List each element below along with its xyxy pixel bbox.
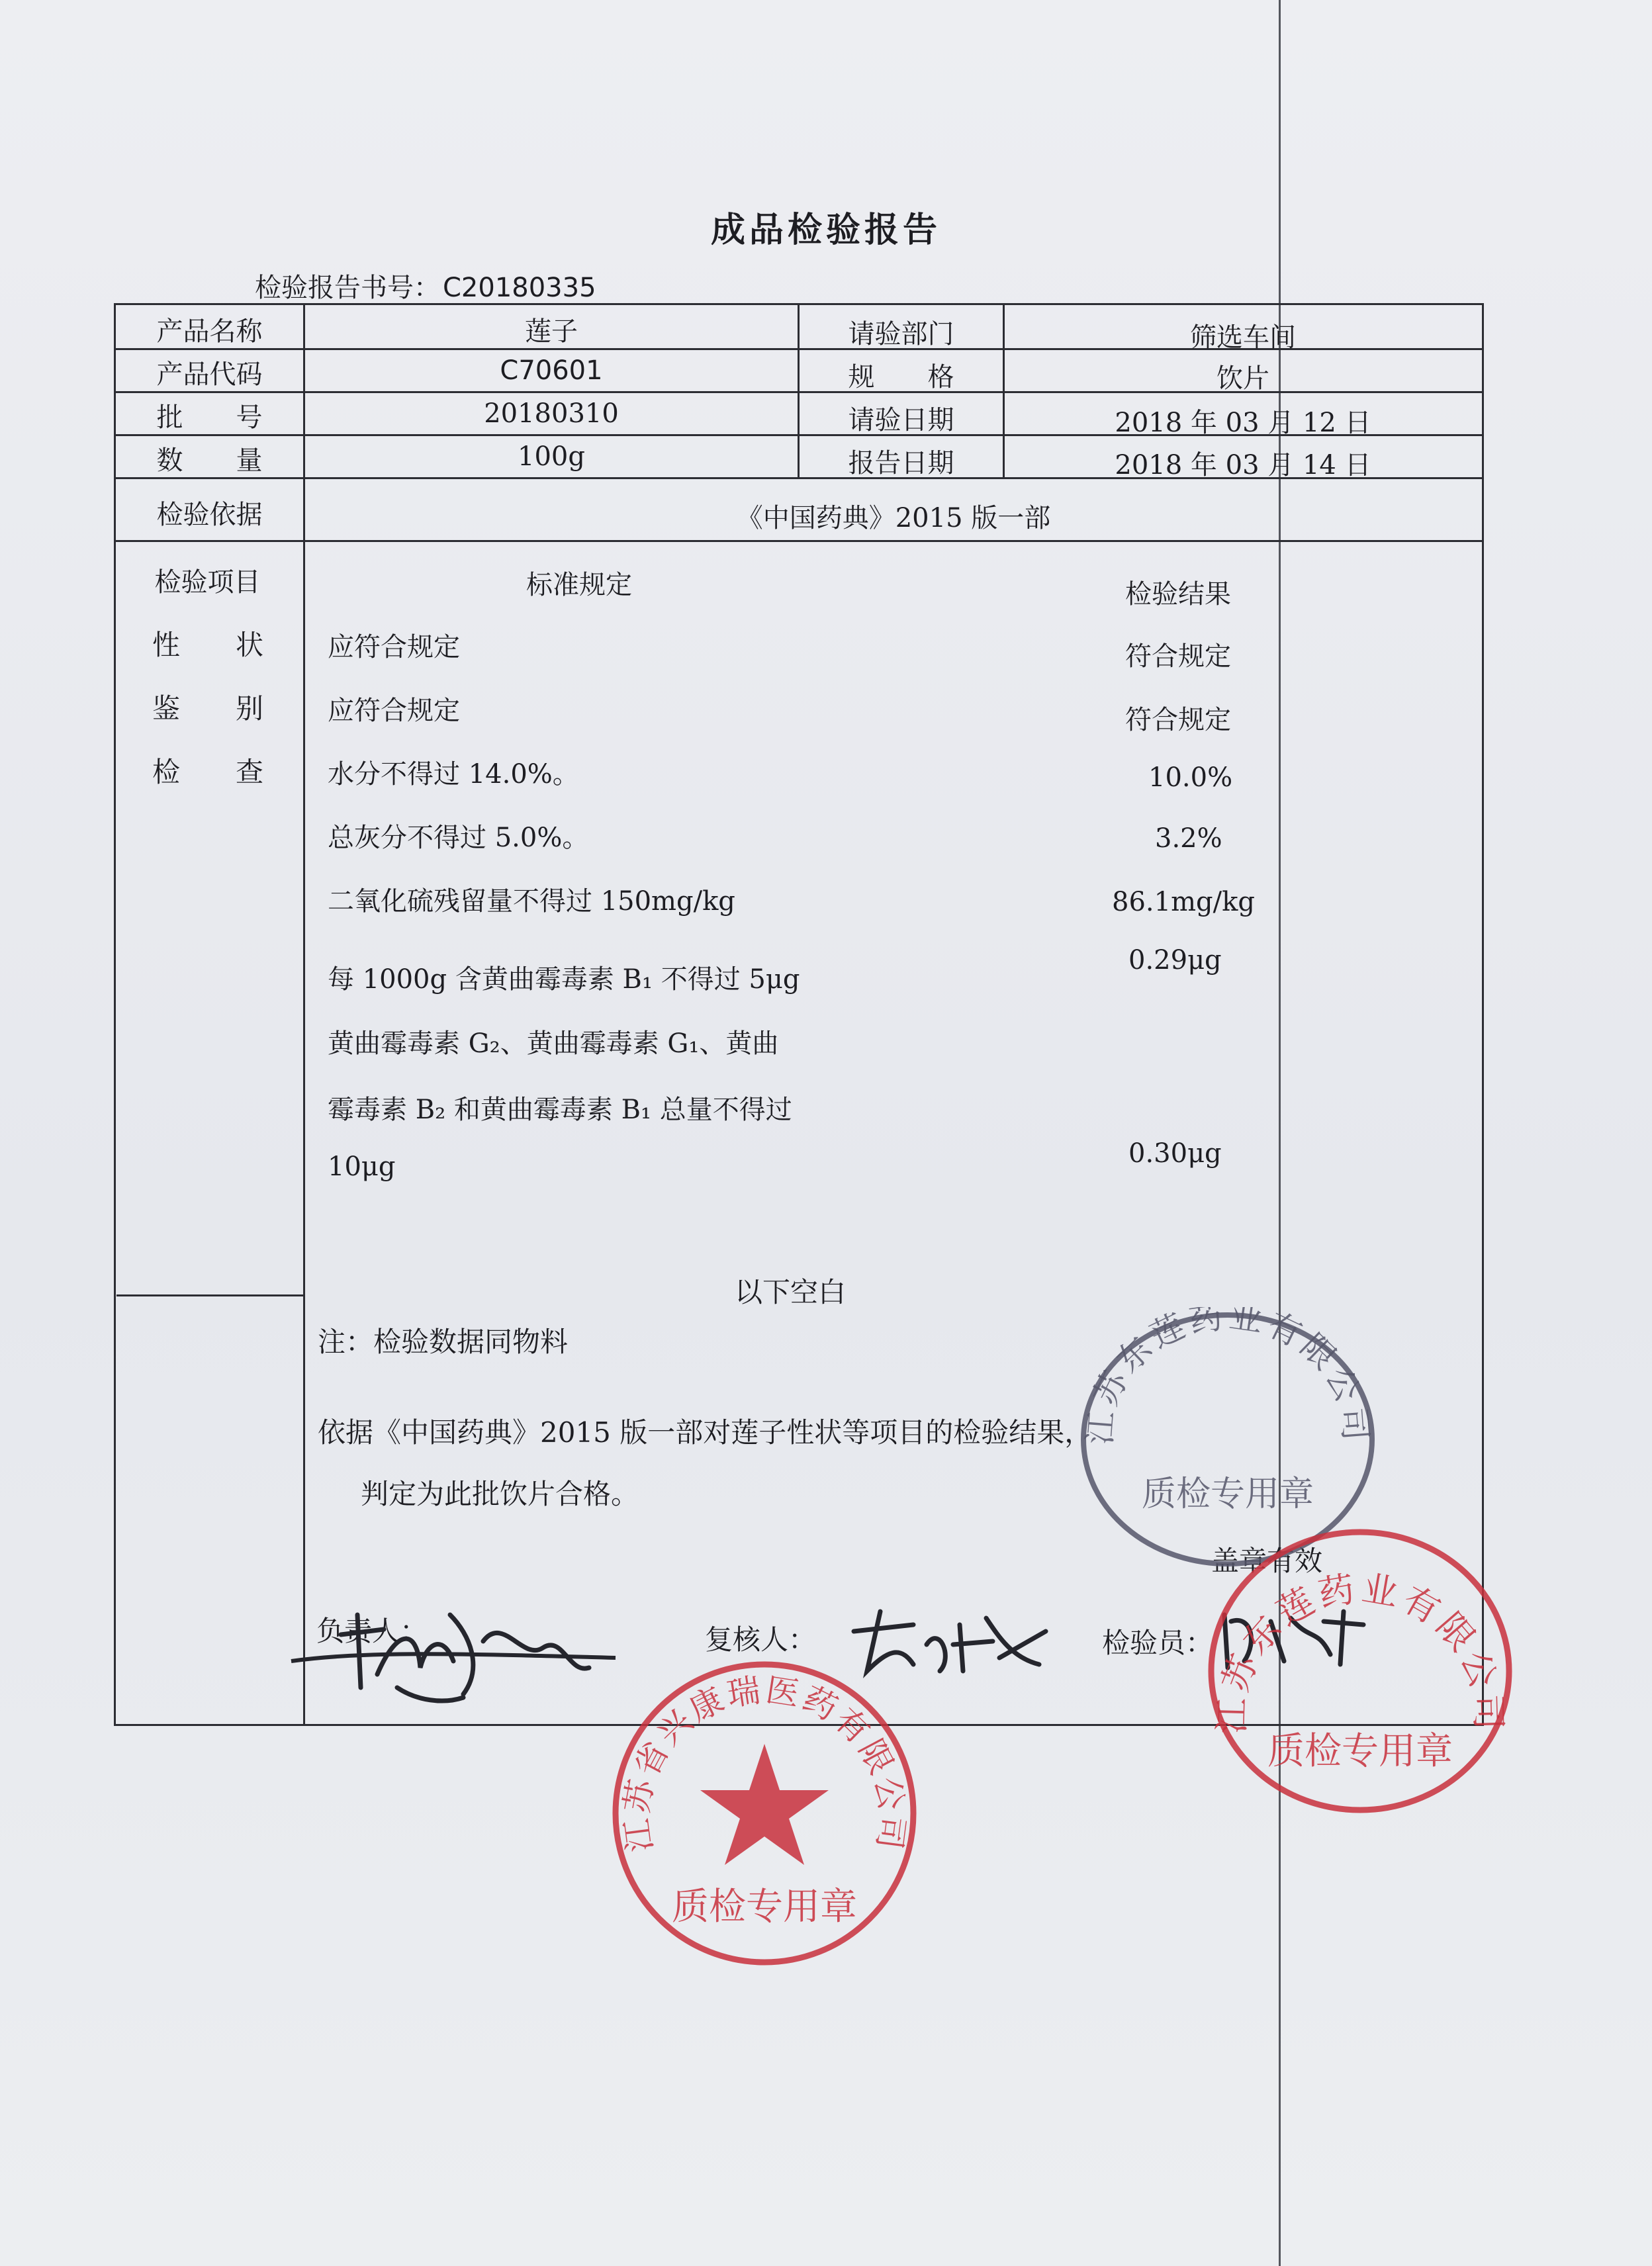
report-date-label: 报告日期 xyxy=(848,448,954,478)
aflatoxin-result: 0.30μg xyxy=(1128,1138,1222,1169)
note: 注：检验数据同物料 xyxy=(318,1326,569,1358)
responsible-label: 负责人： xyxy=(316,1615,428,1647)
red-stamp-bottom-dept: 质检专用章 xyxy=(672,1885,857,1928)
batch-value: 20180310 xyxy=(484,398,619,429)
aflatoxin-line-2: 霉毒素 B₂ 和黄曲霉毒素 B₁ 总量不得过 xyxy=(328,1095,792,1125)
report-number: C20180335 xyxy=(443,273,596,303)
quantity-value: 100g xyxy=(518,441,585,472)
red-stamp-right-company: 江苏东莲药业有限公司 xyxy=(1211,1567,1510,1735)
red-stamp-bottom-company: 江苏省兴康瑞医药有限公司 xyxy=(617,1670,912,1854)
red-company-stamp-bottom xyxy=(609,1658,920,1969)
svg-text:江苏东莲药业有限公司 xyxy=(1080,1307,1375,1446)
request-date-label: 请验日期 xyxy=(848,405,954,435)
svg-text:江苏东莲药业有限公司 xyxy=(1211,1567,1509,1734)
item-label-inspection: 检 查 xyxy=(152,756,264,788)
seal-valid: 盖章有效 xyxy=(1211,1545,1323,1577)
item-result: 符合规定 xyxy=(1125,705,1231,735)
spec-label: 规 格 xyxy=(848,362,954,392)
red-stamp-right-dept: 质检专用章 xyxy=(1267,1730,1453,1773)
reviewer-label: 复核人： xyxy=(705,1623,817,1656)
gray-stamp-company: 江苏东莲药业有限公司 xyxy=(1080,1307,1375,1446)
gray-stamp-dept: 质检专用章 xyxy=(1141,1474,1314,1514)
row-divider xyxy=(116,1294,305,1296)
product-name-value: 莲子 xyxy=(525,316,578,347)
item-standard: 总灰分不得过 5.0%。 xyxy=(328,823,589,853)
item-result: 0.29μg xyxy=(1128,945,1222,975)
item-label-identification: 鉴 别 xyxy=(152,692,264,725)
report-date-value: 2018 年 03 月 14 日 xyxy=(1115,450,1371,480)
dept-value: 筛选车间 xyxy=(1190,322,1296,353)
item-standard: 二氧化硫残留量不得过 150mg/kg xyxy=(328,886,735,917)
inspector-label: 检验员： xyxy=(1102,1627,1214,1659)
red-company-stamp-right xyxy=(1205,1525,1516,1817)
star-icon xyxy=(700,1744,829,1865)
report-title: 成品检验报告 xyxy=(710,210,941,250)
item-standard: 应符合规定 xyxy=(328,696,460,726)
report-number-label: 检验报告书号： xyxy=(255,273,440,303)
conclusion-line-2: 判定为此批饮片合格。 xyxy=(361,1478,639,1510)
item-standard: 每 1000g 含黄曲霉毒素 B₁ 不得过 5μg xyxy=(328,964,800,995)
product-code-value: C70601 xyxy=(500,355,603,386)
item-result: 86.1mg/kg xyxy=(1112,887,1255,917)
items-header-result: 检验结果 xyxy=(1125,579,1231,610)
report-number-line xyxy=(255,267,596,304)
aflatoxin-line-3: 10μg xyxy=(328,1152,396,1182)
request-date-value: 2018 年 03 月 12 日 xyxy=(1115,408,1371,438)
item-result: 10.0% xyxy=(1148,762,1233,793)
item-standard: 应符合规定 xyxy=(328,632,460,662)
product-code-label: 产品代码 xyxy=(156,359,263,390)
items-header-standard: 标准规定 xyxy=(526,570,632,600)
responsible-signature xyxy=(285,1588,629,1721)
spec-value: 饮片 xyxy=(1216,363,1269,394)
batch-label: 批 号 xyxy=(156,402,263,433)
conclusion-line-1: 依据《中国药典》2015 版一部对莲子性状等项目的检验结果， xyxy=(318,1416,1093,1449)
items-header-item: 检验项目 xyxy=(154,567,261,598)
item-standard: 水分不得过 14.0%。 xyxy=(328,759,579,790)
dept-label: 请验部门 xyxy=(848,319,954,349)
item-result: 符合规定 xyxy=(1125,641,1231,672)
aflatoxin-line-1: 黄曲霉毒素 G₂、黄曲霉毒素 G₁、黄曲 xyxy=(328,1028,779,1059)
item-result: 3.2% xyxy=(1155,823,1222,854)
row-divider xyxy=(116,540,1482,542)
basis-label: 检验依据 xyxy=(156,500,263,530)
quantity-label: 数 量 xyxy=(156,445,263,476)
basis-value: 《中国药典》2015 版一部 xyxy=(736,503,1051,533)
blank-below: 以下空白 xyxy=(735,1276,847,1308)
item-label-appearance: 性 状 xyxy=(152,629,264,661)
product-name-label: 产品名称 xyxy=(156,316,263,347)
